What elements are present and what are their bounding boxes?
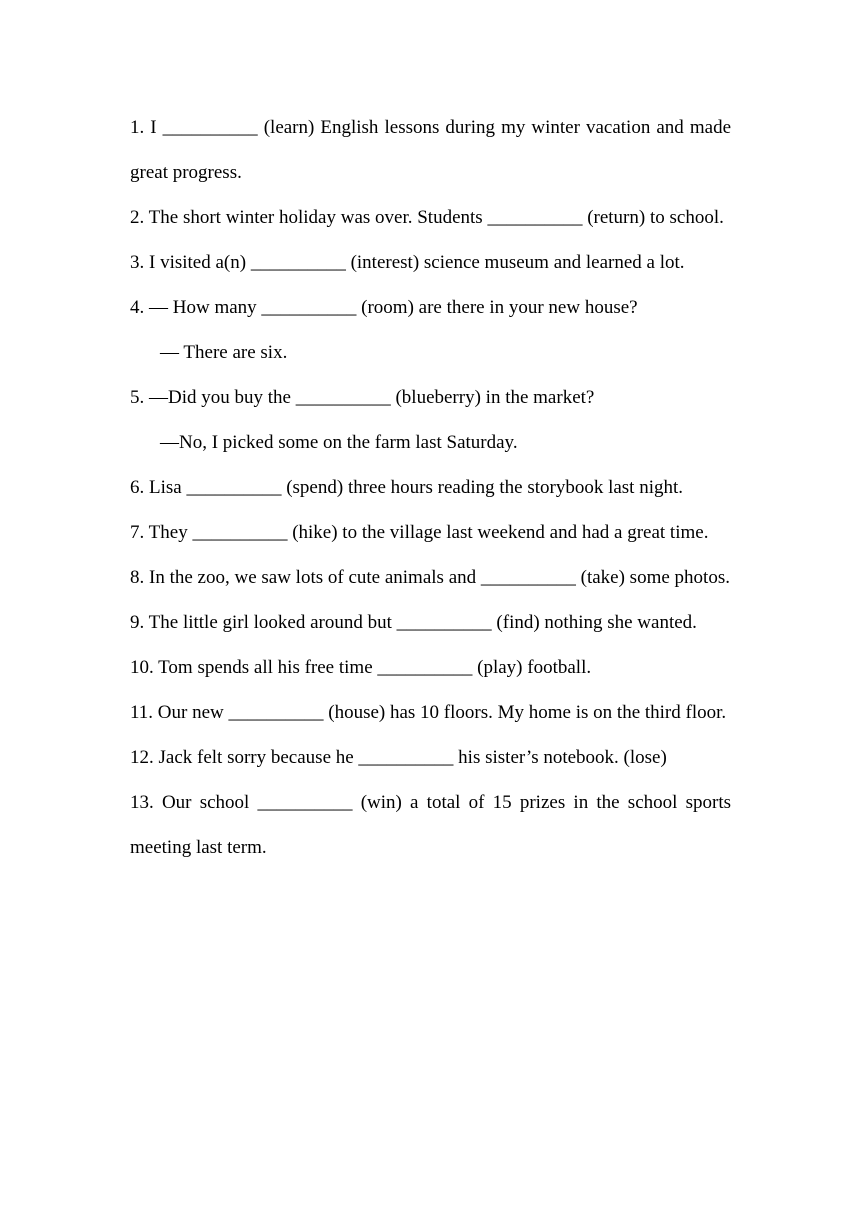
exercise-item-13: 13. Our school __________ (win) a total of 15 prizes in the school sports meeting last term. [130, 792, 731, 858]
exercise-item-4-reply: — There are six. [160, 342, 288, 363]
exercise-item-11: 11. Our new __________ (house) has 10 floors. My home is on the third floor. [130, 702, 727, 723]
exercise-item-12: 12. Jack felt sorry because he __________ his sister’s notebook. (lose) [130, 747, 667, 768]
exercise-item-6: 6. Lisa __________ (spend) three hours reading the storybook last night. [130, 477, 684, 498]
exercise-item-4: 4. — How many __________ (room) are there in your new house? [130, 297, 638, 318]
exercise-item-3: 3. I visited a(n) __________ (interest) science museum and learned a lot. [130, 252, 685, 273]
exercise-item-9: 9. The little girl looked around but __________ (find) nothing she wanted. [130, 612, 697, 633]
exercise-item-2: 2. The short winter holiday was over. Students __________ (return) to school. [130, 207, 724, 228]
exercise-item-10: 10. Tom spends all his free time __________ (play) football. [130, 657, 592, 678]
exercise-item-8: 8. In the zoo, we saw lots of cute animals and __________ (take) some photos. [130, 567, 730, 588]
exercise-item-1: 1. I __________ (learn) English lessons during my winter vacation and made great progress. [130, 117, 731, 183]
exercise-item-7: 7. They __________ (hike) to the village last weekend and had a great time. [130, 522, 709, 543]
exercise-item-5: 5. —Did you buy the __________ (blueberry) in the market? [130, 387, 595, 408]
exercise-item-5-reply: —No, I picked some on the farm last Saturday. [160, 432, 518, 453]
exercise-list [130, 105, 731, 870]
